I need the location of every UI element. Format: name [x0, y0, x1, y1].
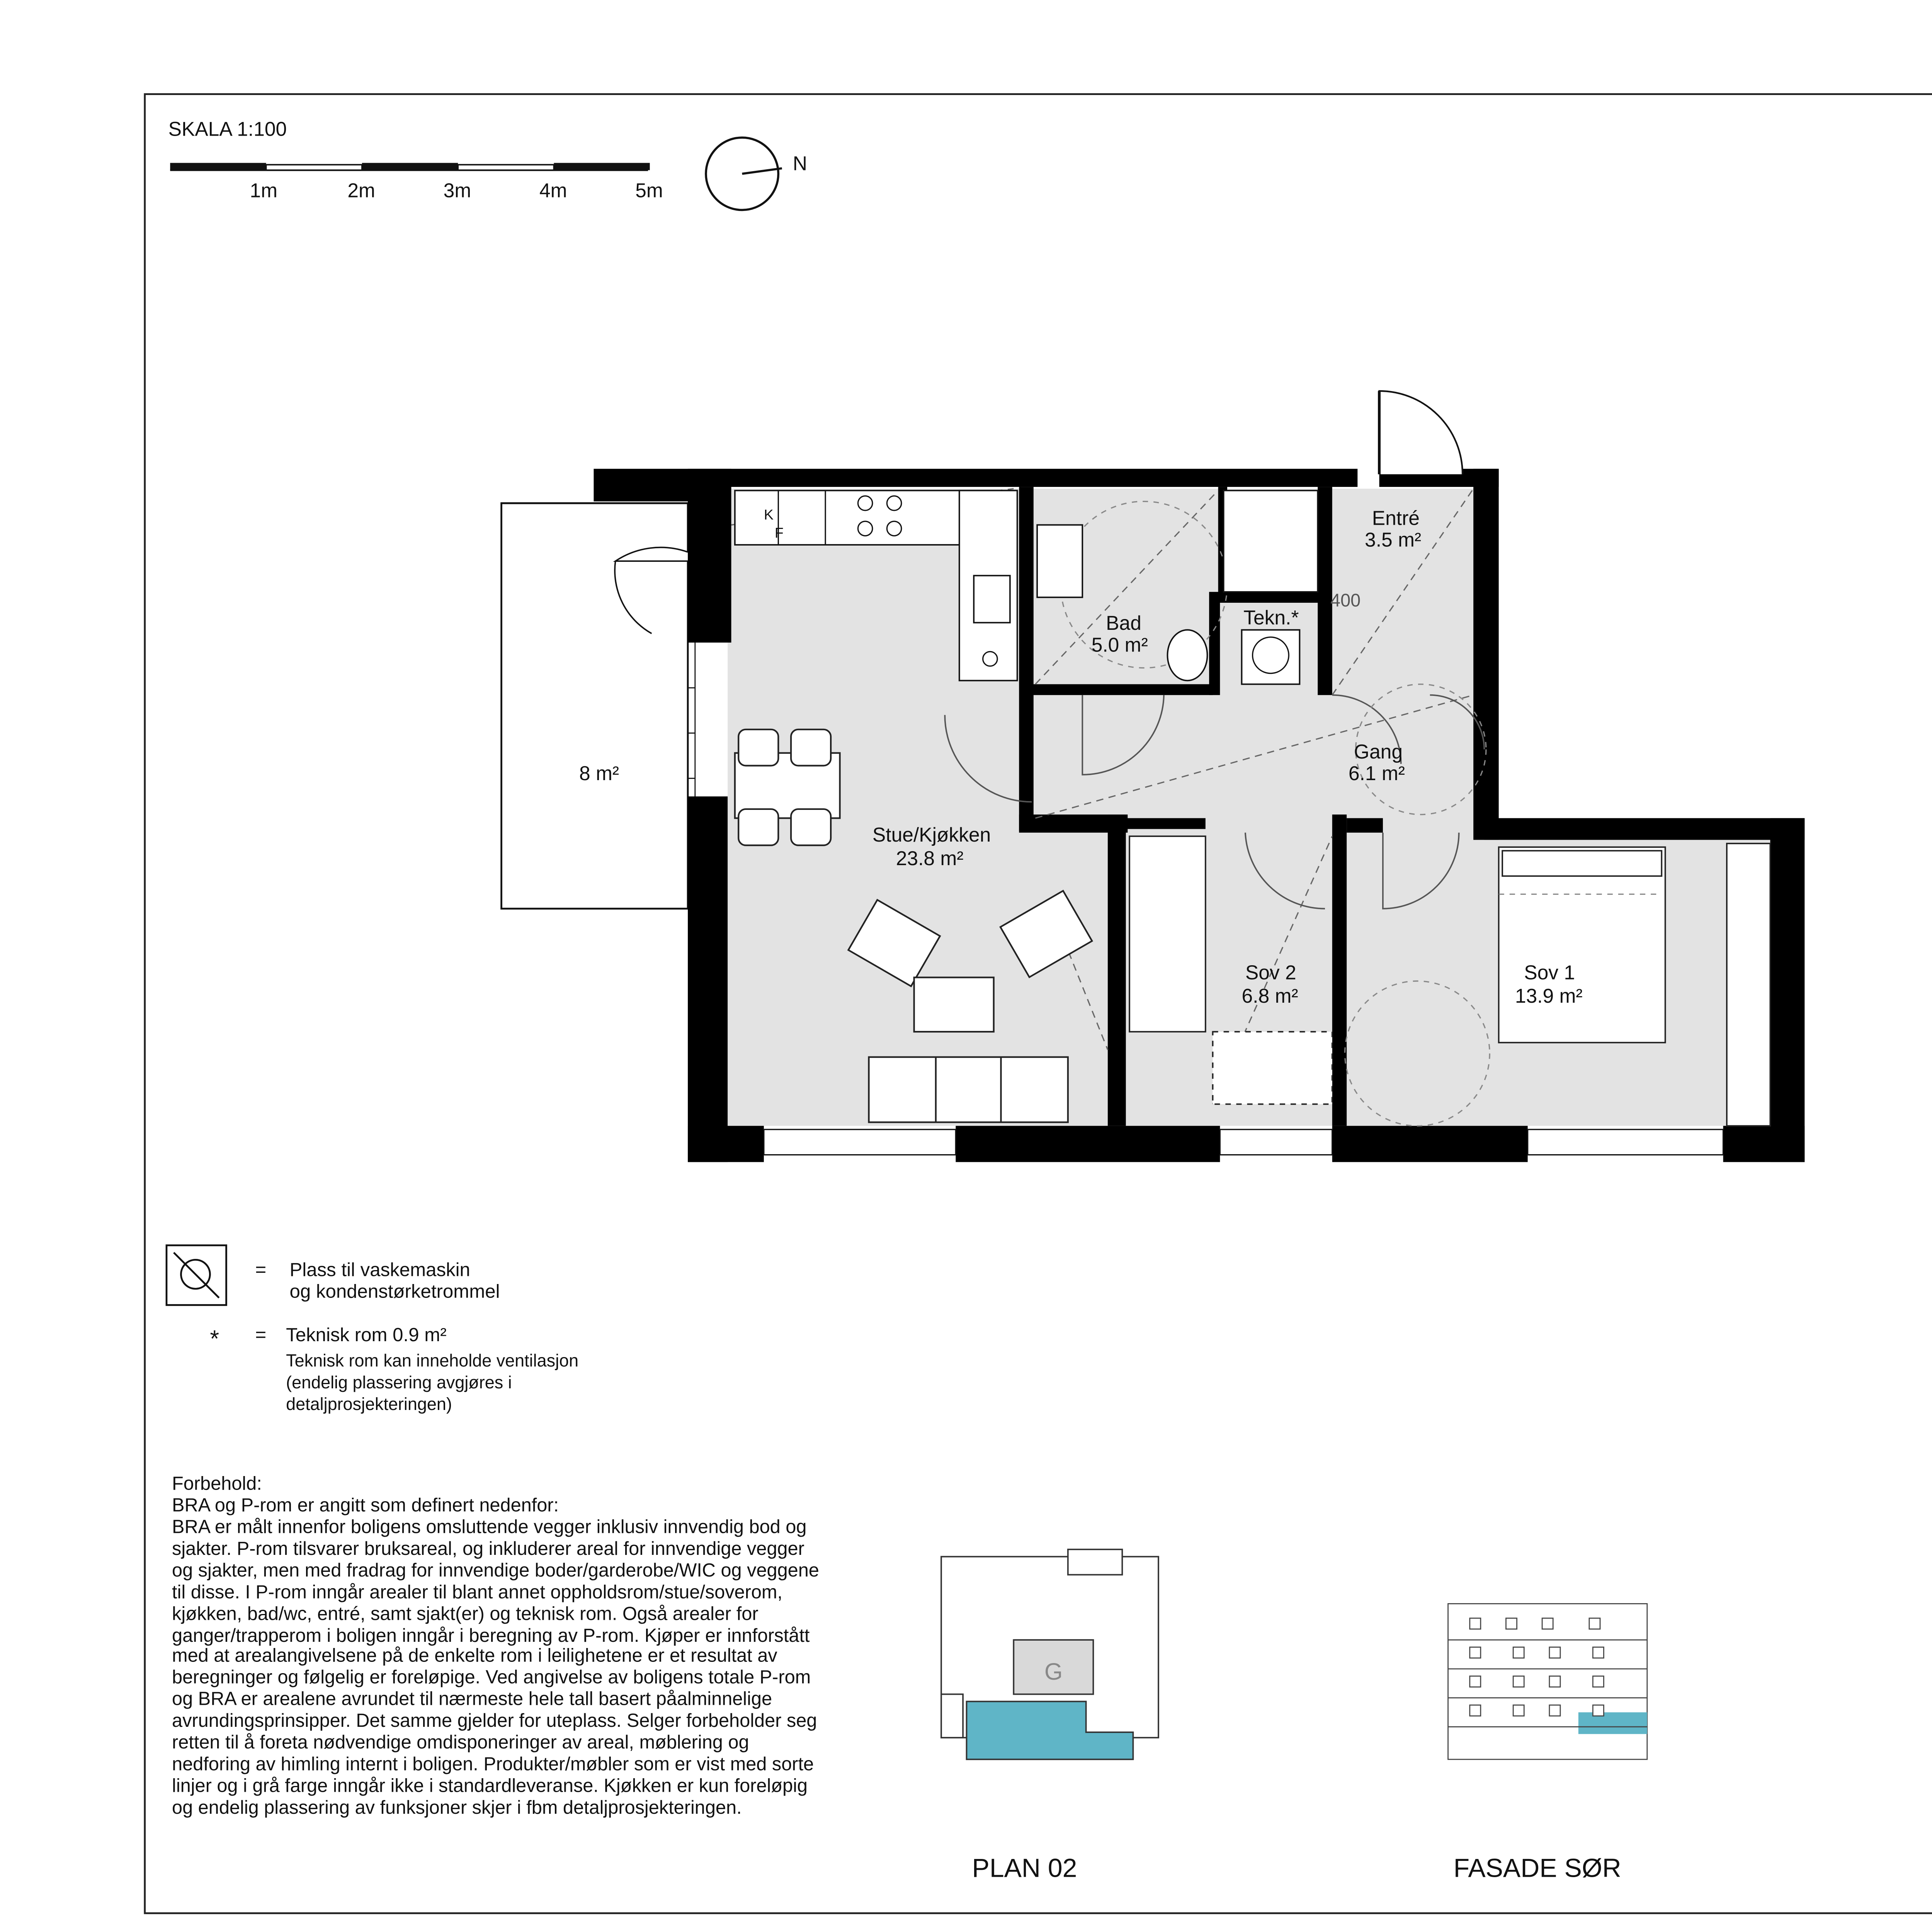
- scale-label: SKALA 1:100: [168, 119, 287, 141]
- room-area-bad: 5.0 m²: [1091, 635, 1148, 657]
- room-name-gang: Gang: [1354, 742, 1403, 764]
- room-name-sov2: Sov 2: [1245, 963, 1296, 985]
- kitchen-mark-f: F: [774, 525, 784, 541]
- room-area-sov2: 6.8 m²: [1242, 986, 1298, 1009]
- north-arrow-icon: [706, 138, 782, 210]
- scale-tick-4m: 4m: [539, 181, 567, 203]
- room-name-tekn: Tekn.*: [1243, 608, 1299, 630]
- key-plan-mark: G: [1044, 1658, 1063, 1685]
- key-plan-label: PLAN 02: [972, 1855, 1077, 1884]
- legend-washer-eq: =: [255, 1260, 267, 1282]
- room-name-bad: Bad: [1106, 614, 1141, 636]
- room-area-sov1: 13.9 m²: [1515, 986, 1583, 1009]
- room-name-stue: Stue/Kjøkken: [872, 825, 991, 847]
- facade-label: FASADE SØR: [1453, 1855, 1621, 1884]
- room-name-entre: Entré: [1372, 509, 1420, 531]
- balcony-area: 8 m²: [579, 764, 619, 786]
- legend-tech-symbol: *: [210, 1325, 219, 1352]
- disclaimer-subheading: BRA og P-rom er angitt som definert nedenfor:: [172, 1497, 559, 1517]
- room-area-stue: 23.8 m²: [896, 849, 964, 871]
- scale-tick-5m: 5m: [635, 181, 663, 203]
- scale-tick-2m: 2m: [347, 181, 375, 203]
- north-label: N: [793, 154, 808, 176]
- scale-tick-1m: 1m: [250, 181, 278, 203]
- room-name-sov1: Sov 1: [1524, 963, 1575, 985]
- balcony: [502, 503, 688, 908]
- kitchen-mark-k: K: [764, 507, 774, 523]
- door-marker: 400: [1330, 592, 1361, 612]
- legend-washer-line1: Plass til vaskemaskin: [289, 1260, 470, 1282]
- legend-washer-line2: og kondenstørketrommel: [289, 1281, 500, 1303]
- disclaimer-body: BRA er målt innenfor boligens omsluttende vegger inklusiv innvendig bod og sjakter. P-rom tilsvarer bruksareal, og inkluderer areal for innvendige vegger og sjakter, men med fradrag for innvendige boder/garderobe/WIC og veggene til disse. I P-rom inngår arealer til blant annet oppholdsrom/stue/soverom, kjøkken, bad/wc, entré, samt sjakt(er) og teknisk rom. Også arealer for ganger/trapperom i boligen inngår i beregning av P-rom. Kjøper er innforstått med at arealangivelsene på de enkelte rom i leilighetene er et resultat av beregninger og følgelig er foreløpige. Ved angivelse av boligens totale P-rom og BRA er arealene avrundet til nærmeste hele tall basert påalminnelige avrundingsprinsipper. Det samme gjelder for uteplass. Selger forbeholder seg retten til å foreta nødvendige omdisponeringer av areal, møblering og nedforing av himling internt i boligen. Produkter/møbler som er vist med sorte linjer og i grå farge inngår ikke i standardleveranse. Kjøkken er kun foreløpig og endelig plassering av funksjoner skjer i fbm detaljprosjekteringen.: [172, 1519, 819, 1819]
- key-plan: [941, 1549, 1158, 1759]
- scale-bar-graphic: [170, 163, 650, 170]
- disclaimer-heading: Forbehold:: [172, 1475, 262, 1495]
- legend-tech-title: Teknisk rom 0.9 m²: [286, 1325, 447, 1347]
- facade-sor: [1448, 1604, 1647, 1759]
- legend-tech-eq: =: [255, 1325, 267, 1347]
- legend-tech-line3: detaljprosjekteringen): [286, 1395, 452, 1416]
- scale-tick-3m: 3m: [443, 181, 471, 203]
- room-area-entre: 3.5 m²: [1365, 530, 1422, 552]
- room-area-gang: 6.1 m²: [1348, 764, 1405, 786]
- floor-plan: [502, 391, 1805, 1162]
- legend-tech-line1: Teknisk rom kan inneholde ventilasjon: [286, 1352, 579, 1372]
- washer-icon: [167, 1245, 226, 1305]
- legend-tech-line2: (endelig plassering avgjøres i: [286, 1374, 512, 1394]
